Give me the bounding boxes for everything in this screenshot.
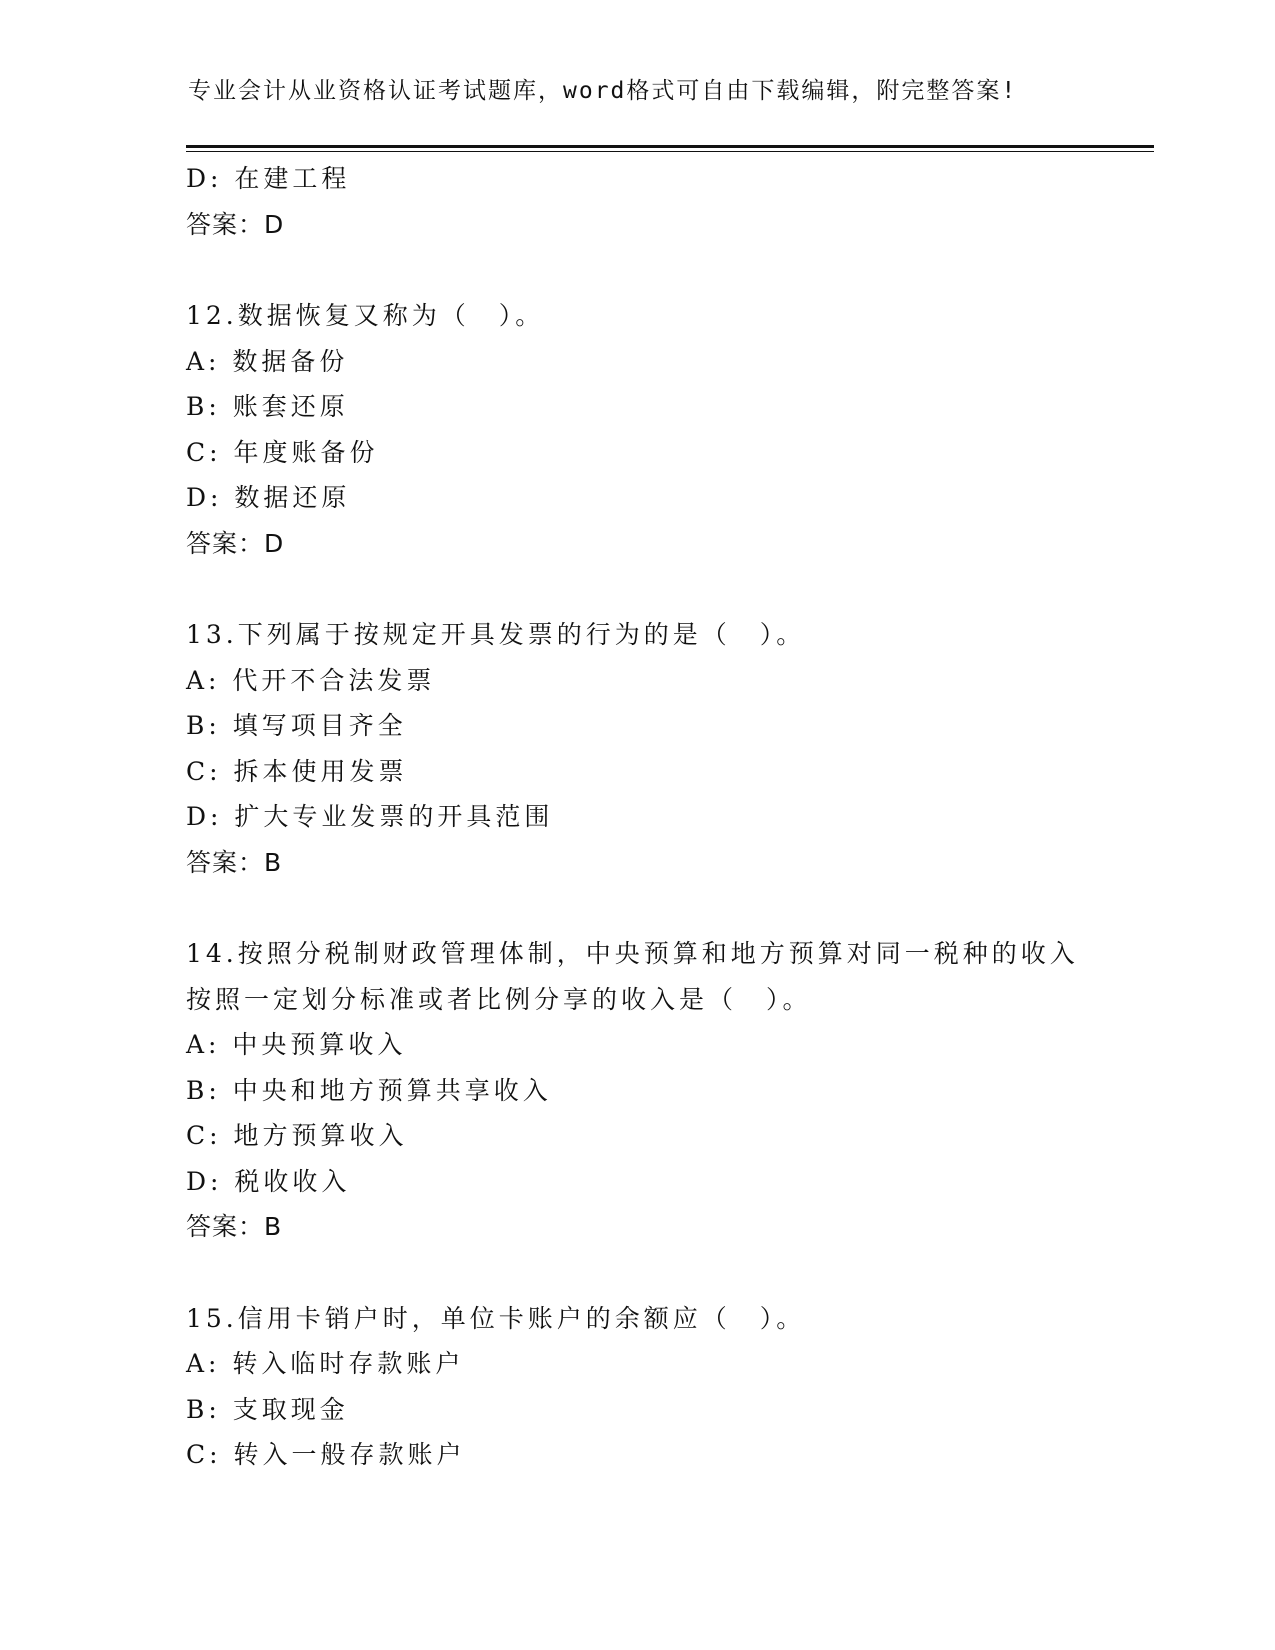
header-rule-thick xyxy=(186,145,1154,148)
option-line: D: 在建工程 xyxy=(186,164,351,193)
question-list xyxy=(186,156,1086,1478)
option-line: A: 转入临时存款账户 xyxy=(186,1349,465,1378)
option-line: B: 支取现金 xyxy=(186,1394,349,1424)
block-spacer xyxy=(186,1250,1086,1296)
option-line: D: 扩大专业发票的开具范围 xyxy=(186,802,554,831)
option-line: A: 数据备份 xyxy=(186,346,349,376)
option-line: C: 转入一般存款账户 xyxy=(186,1440,466,1469)
option-line: B: 账套还原 xyxy=(186,392,349,421)
question-block-13 xyxy=(186,612,1086,885)
question-line: 13.下列属于按规定开具发票的行为的是（ ）。 xyxy=(186,620,806,649)
option-line: D: 数据还原 xyxy=(186,483,351,512)
question-line: 15.信用卡销户时，单位卡账户的余额应（ ）。 xyxy=(186,1303,806,1333)
option-line: A: 代开不合法发票 xyxy=(186,665,436,695)
page-header: 专业会计从业资格认证考试题库，word格式可自由下载编辑，附完整答案! xyxy=(188,78,1018,104)
question-block-14 xyxy=(186,931,1086,1250)
block-spacer xyxy=(186,885,1086,931)
option-line: A: 中央预算收入 xyxy=(186,1030,407,1059)
option-line: D: 税收收入 xyxy=(186,1166,351,1196)
question-block-12 xyxy=(186,293,1086,566)
question-block-11 xyxy=(186,156,1086,247)
option-line: C: 年度账备份 xyxy=(186,437,379,467)
block-spacer xyxy=(186,566,1086,612)
option-line: B: 填写项目齐全 xyxy=(186,711,407,740)
option-line: C: 地方预算收入 xyxy=(186,1121,408,1150)
answer-line: 答案：D xyxy=(186,209,285,239)
question-line: 12.数据恢复又称为（ ）。 xyxy=(186,301,545,330)
question-line: 14.按照分税制财政管理体制，中央预算和地方预算对同一税种的收入 xyxy=(186,939,1079,968)
block-spacer xyxy=(186,247,1086,293)
question-block-15 xyxy=(186,1296,1086,1478)
question-line: 按照一定划分标准或者比例分享的收入是（ ）。 xyxy=(186,984,812,1014)
option-line: C: 拆本使用发票 xyxy=(186,756,408,786)
answer-line: 答案：B xyxy=(186,847,283,877)
option-line: B: 中央和地方预算共享收入 xyxy=(186,1075,552,1105)
answer-line: 答案：B xyxy=(186,1212,283,1241)
header-rule-thin xyxy=(186,151,1154,152)
answer-line: 答案：D xyxy=(186,528,285,558)
